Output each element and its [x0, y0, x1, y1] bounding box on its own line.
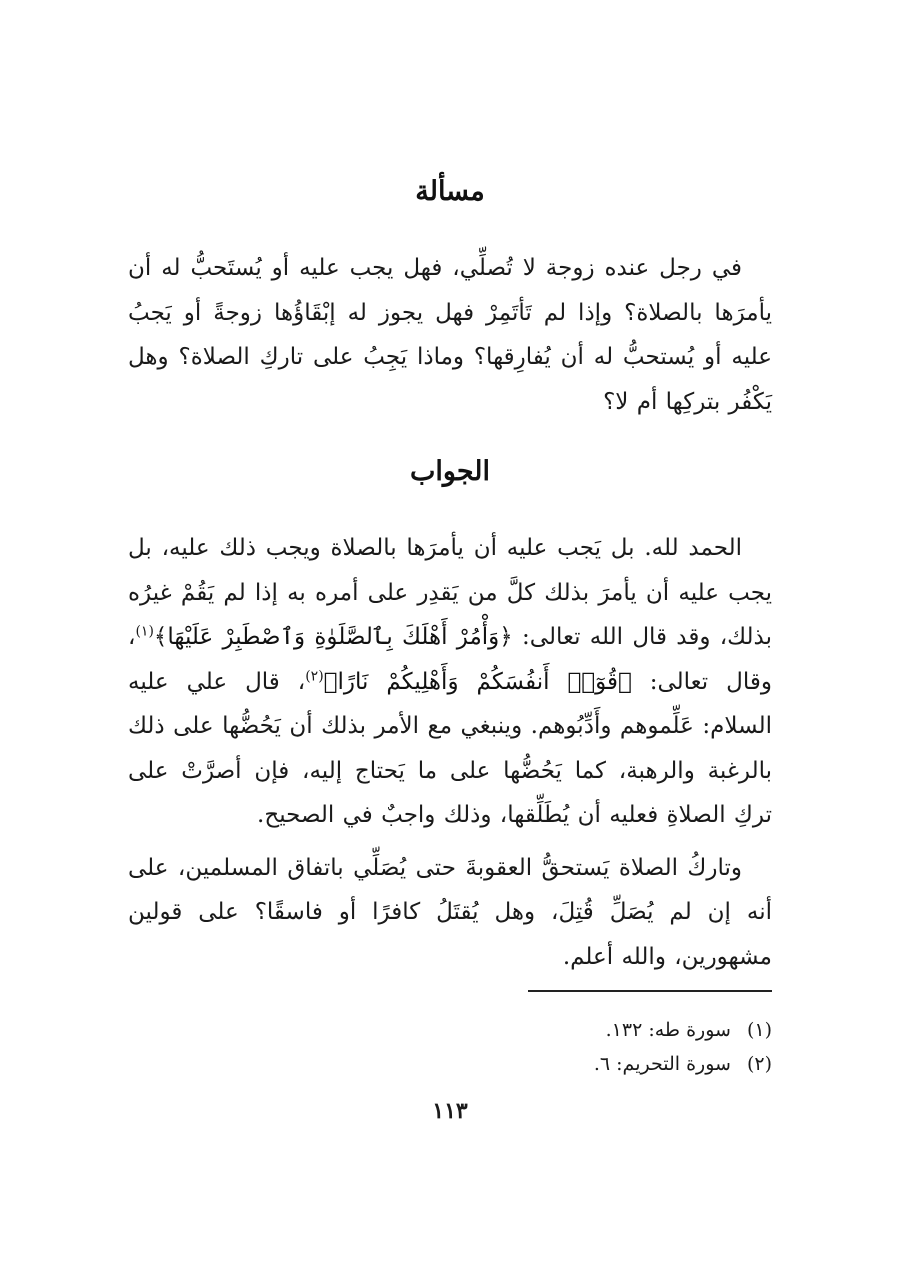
- footnote-text: سورة طه: ١٣٢.: [605, 1019, 731, 1041]
- footnote-item: [128, 1047, 772, 1081]
- quran-verse: ﴿وَأْمُرْ أَهْلَكَ بِٱلصَّلَوٰةِ وَٱصْطَبِرْ عَلَيْهَا﴾: [153, 624, 513, 650]
- question-text: في رجل عنده زوجة لا تُصلِّي، فهل يجب عليه أو يُستَحبُّ له أن يأمرَها بالصلاة؟ وإذا لم تَأتَمِرْ فهل يجوز له إبْقَاؤُها زوجةً أو يَجبُ عليه أو يُستحبُّ له أن يُفارِقها؟ وماذا يَجِبُ على تاركِ الصلاة؟ وهل يَكْفُر بتركِها أم لا؟: [128, 255, 772, 415]
- page-number: ١١٣: [432, 1098, 468, 1124]
- answer-text: ، قال علي عليه السلام: عَلِّموهم وأَدِّبُوهم. وينبغي مع الأمر بذلك أن يَحُضُّها على ذلك بالرغبة والرهبة، كما يَحُضُّها على ما يَحتاج إليه، فإن أصرَّتْ على تركِ الصلاةِ فعليه أن يُطَلِّقها، وذلك واجبٌ في الصحيح.: [128, 668, 772, 828]
- footnote-marker: (٢): [746, 1053, 772, 1075]
- footnote-reference[interactable]: (٢): [305, 667, 324, 684]
- footnote-item: [128, 1013, 772, 1047]
- quran-verse: ﴿قُوٓا۟ أَنفُسَكُمْ وَأَهْلِيكُمْ نَارًا﴾: [323, 668, 632, 695]
- question-section: [128, 246, 772, 424]
- footnote-text: سورة التحريم: ٦.: [593, 1053, 731, 1075]
- footnote-divider: [528, 990, 772, 992]
- question-heading: مسألة: [415, 176, 485, 207]
- answer-heading: الجواب: [409, 456, 491, 487]
- answer-paragraph-1: [128, 526, 772, 838]
- answer-section: [128, 526, 772, 979]
- answer-text: ، وقال تعالى:: [128, 624, 772, 695]
- footnote-reference[interactable]: (١): [135, 623, 154, 640]
- answer-text: الحمد لله. بل يَجب عليه أن يأمرَها بالصلاة ويجب ذلك عليه، بل يجب عليه أن يأمرَ بذلك كلَّ من يَقدِر على أمره به إذا لم يَقُمْ غيرُه بذلك، وقد قال الله تعالى:: [128, 535, 773, 650]
- answer-paragraph-2: وتاركُ الصلاة يَستحقُّ العقوبةَ حتى يُصَلِّي باتفاق المسلمين، على أنه إن لم يُصَلِّ قُتِلَ، وهل يُقتَلُ كافرًا أو فاسقًا؟ على قولين مشهورين، والله أعلم.: [128, 854, 772, 970]
- footnote-marker: (١): [746, 1019, 772, 1041]
- book-page: [128, 0, 772, 1271]
- footnotes-list: [128, 1013, 772, 1081]
